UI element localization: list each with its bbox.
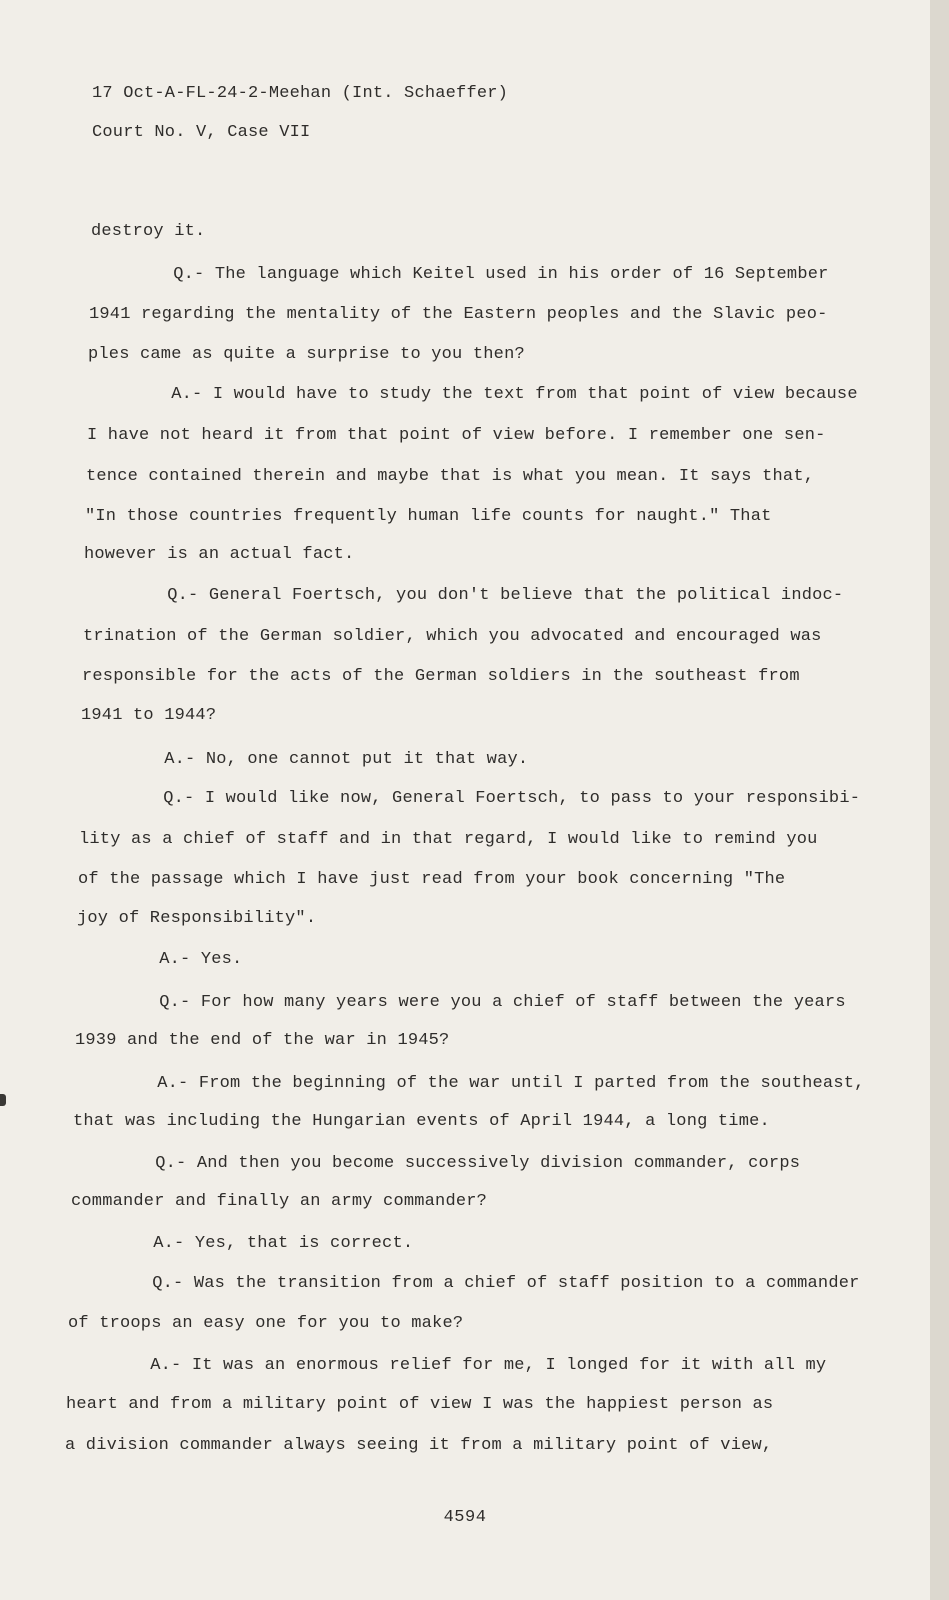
body-line: trination of the German soldier, which you advocated and encouraged was — [83, 627, 822, 646]
body-line: Q.- The language which Keitel used in his order of 16 September — [90, 265, 829, 284]
header-docket-line: 17 Oct-A-FL-24-2-Meehan (Int. Schaeffer) — [92, 84, 509, 103]
body-line: A.- Yes, that is correct. — [70, 1234, 414, 1253]
body-line: Q.- For how many years were you a chief of staff between the years — [76, 993, 846, 1012]
body-line: of the passage which I have just read from your book concerning "The — [78, 870, 786, 889]
header-court-line: Court No. V, Case VII — [92, 123, 311, 142]
body-line: 1939 and the end of the war in 1945? — [75, 1031, 450, 1050]
body-line: A.- It was an enormous relief for me, I longed for it with all my — [67, 1356, 827, 1375]
body-line: ples came as quite a surprise to you then? — [88, 345, 525, 364]
body-line: I have not heard it from that point of view before. I remember one sen- — [87, 426, 826, 445]
body-line: "In those countries frequently human life counts for naught." That — [85, 507, 772, 526]
page-number: 4594 — [443, 1508, 487, 1527]
body-line: responsible for the acts of the German soldiers in the southeast from — [82, 667, 800, 686]
body-line: tence contained therein and maybe that is what you mean. It says that, — [86, 467, 815, 486]
body-line: heart and from a military point of view I was the happiest person as — [66, 1395, 774, 1414]
binding-hole-mark — [0, 1094, 6, 1106]
body-line: Q.- I would like now, General Foertsch, to pass to your responsibi- — [80, 789, 861, 808]
scan-edge-strip — [930, 0, 949, 1600]
body-line: A.- From the beginning of the war until I parted from the southeast, — [74, 1074, 865, 1093]
body-line: lity as a chief of staff and in that regard, I would like to remind you — [79, 830, 818, 849]
body-line: Q.- And then you become successively division commander, corps — [72, 1154, 801, 1173]
body-line: that was including the Hungarian events of April 1944, a long time. — [73, 1112, 770, 1131]
body-line: of troops an easy one for you to make? — [68, 1314, 464, 1333]
body-line: 1941 to 1944? — [81, 706, 217, 725]
body-line: Q.- General Foertsch, you don't believe that the political indoc- — [84, 586, 844, 605]
body-line: a division commander always seeing it from a military point of view, — [65, 1436, 773, 1455]
body-line: A.- I would have to study the text from that point of view because — [88, 385, 858, 404]
body-line: commander and finally an army commander? — [71, 1192, 488, 1211]
body-line: Q.- Was the transition from a chief of staff position to a commander — [69, 1274, 860, 1293]
body-line: A.- Yes. — [76, 950, 243, 969]
body-line: however is an actual fact. — [84, 545, 355, 564]
body-line: 1941 regarding the mentality of the Eastern peoples and the Slavic peo- — [89, 305, 828, 324]
body-line: destroy it. — [91, 222, 206, 241]
body-line: A.- No, one cannot put it that way. — [81, 750, 529, 769]
body-line: joy of Responsibility". — [77, 909, 317, 928]
